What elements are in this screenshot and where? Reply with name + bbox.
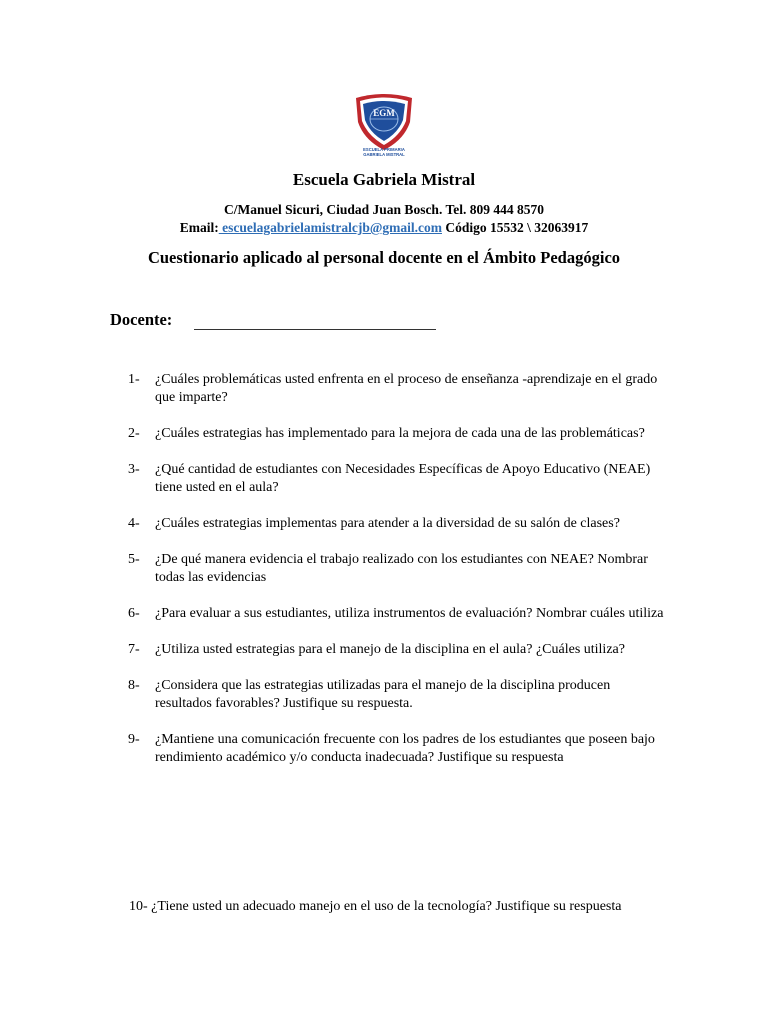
question-item	[128, 641, 668, 659]
email-label: Email:	[179, 220, 219, 235]
question-number: 8-	[128, 678, 140, 693]
question-number: 1-	[128, 372, 140, 387]
question-text: ¿Cuáles problemáticas usted enfrenta en el proceso de enseñanza -aprendizaje en el grado que imparte?	[155, 372, 658, 405]
teacher-label: Docente:	[110, 310, 173, 329]
question-text: ¿Para evaluar a sus estudiantes, utiliza instrumentos de evaluación? Nombrar cuáles utiliza	[155, 606, 664, 621]
question-item	[128, 677, 668, 713]
question-number: 4-	[128, 516, 140, 531]
school-name: Escuela Gabriela Mistral	[292, 170, 476, 189]
page-title: Cuestionario aplicado al personal docente en el Ámbito Pedagógico	[147, 248, 621, 267]
school-logo	[342, 92, 426, 158]
question-text: ¿De qué manera evidencia el trabajo realizado con los estudiantes con NEAE? Nombrar todas las evidencias	[155, 552, 648, 585]
question-text: ¿Considera que las estrategias utilizadas para el manejo de la disciplina producen resultados favorables? Justifique su respuesta.	[155, 678, 611, 711]
question-item	[128, 605, 668, 623]
question-list	[128, 371, 668, 785]
question-text: ¿Cuáles estrategias implementas para atender a la diversidad de su salón de clases?	[155, 516, 620, 531]
school-address: C/Manuel Sicuri, Ciudad Juan Bosch. Tel. 809 444 8570	[224, 202, 544, 217]
shield-icon	[342, 92, 426, 158]
question-item	[128, 461, 668, 497]
question-text: ¿Qué cantidad de estudiantes con Necesidades Específicas de Apoyo Educativo (NEAE) tiene usted en el aula?	[155, 462, 651, 495]
question-text: ¿Cuáles estrategias has implementado para la mejora de cada una de las problemáticas?	[155, 426, 645, 441]
logo-monogram: EGM	[373, 108, 395, 118]
question-number: 7-	[128, 642, 140, 657]
email-link[interactable]: escuelagabrielamistralcjb@gmail.com	[218, 220, 442, 235]
question-item	[128, 551, 668, 587]
question-text: ¿Mantiene una comunicación frecuente con los padres de los estudiantes que poseen bajo rendimiento académico y/o conducta inadecuada? Justifique su respuesta	[155, 732, 655, 765]
question-item	[128, 371, 668, 407]
question-item-10	[110, 898, 650, 916]
teacher-field	[110, 310, 436, 330]
question-item	[128, 515, 668, 533]
logo-caption-1: ESCUELA PRIMARIA	[363, 147, 405, 152]
question-text: ¿Tiene usted un adecuado manejo en el uso de la tecnología? Justifique su respuesta	[147, 899, 622, 914]
question-number: 5-	[128, 552, 140, 567]
question-number: 6-	[128, 606, 140, 621]
question-text: ¿Utiliza usted estrategias para el manejo de la disciplina en el aula? ¿Cuáles utiliza?	[155, 642, 625, 657]
school-code: Código 15532 \ 32063917	[442, 220, 589, 235]
question-number: 2-	[128, 426, 140, 441]
question-number: 3-	[128, 462, 140, 477]
logo-caption-2: GABRIELA MISTRAL	[363, 152, 405, 157]
question-number: 9-	[128, 732, 140, 747]
teacher-blank-line[interactable]	[194, 329, 436, 330]
contact-line	[0, 220, 768, 236]
question-item	[128, 731, 668, 767]
question-number: 10-	[129, 899, 148, 914]
question-item	[128, 425, 668, 443]
